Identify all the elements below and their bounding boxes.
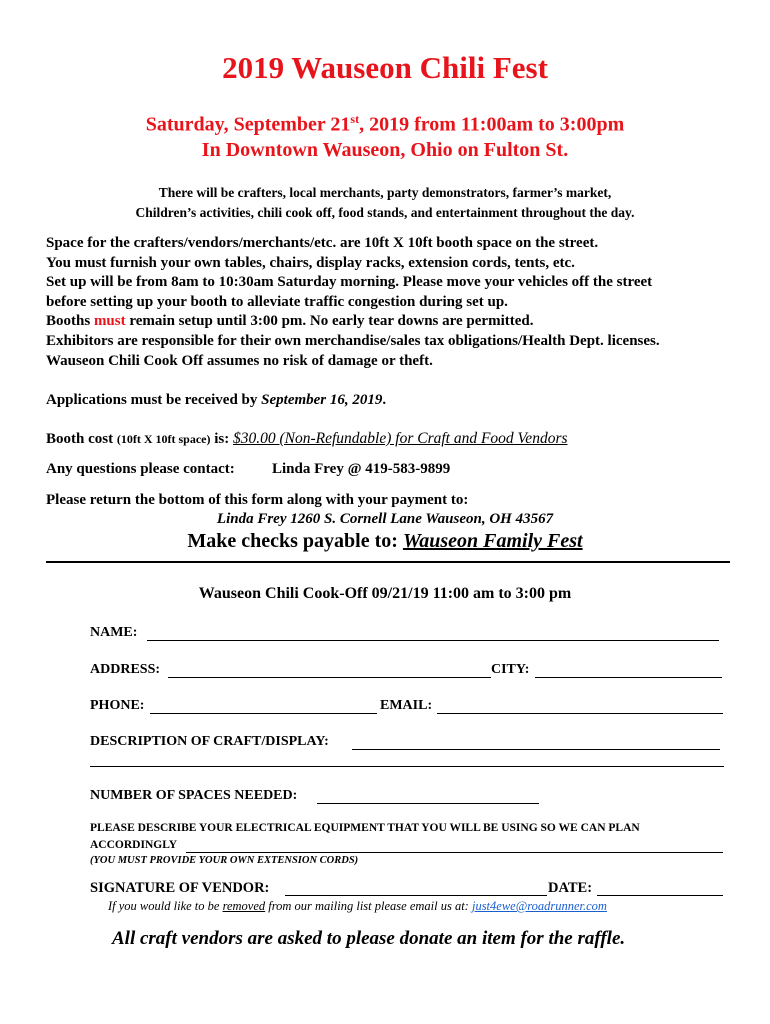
- rule-remain-setup: [46, 312, 660, 332]
- address-label: ADDRESS:: [90, 662, 161, 677]
- event-date: [0, 112, 770, 137]
- intro-line-1: There will be crafters, local merchants, party demonstrators, farmer’s market,: [158, 185, 612, 200]
- event-time-text: , 2019 from 11:00am to 3:00pm: [359, 113, 625, 136]
- signature-field[interactable]: [285, 895, 547, 896]
- signature-label: SIGNATURE OF VENDOR:: [90, 880, 270, 896]
- page-title: 2019 Wauseon Chili Fest: [222, 50, 548, 85]
- date-suffix: st: [350, 112, 360, 126]
- electrical-line-2: ACCORDINGLY: [90, 839, 178, 851]
- rule-no-risk: Wauseon Chili Cook Off assumes no risk of damage or theft.: [46, 352, 433, 369]
- extension-note: (YOU MUST PROVIDE YOUR OWN EXTENSION CORDS): [90, 855, 359, 866]
- booth-cost-is: is:: [210, 431, 233, 447]
- phone-label: PHONE:: [90, 698, 145, 713]
- checks-payee: Wauseon Family Fest: [402, 530, 583, 552]
- rule-furnish: You must furnish your own tables, chairs, display racks, extension cords, tents, etc.: [46, 254, 575, 271]
- mailing-removed: removed: [222, 899, 266, 913]
- event-date-text: Saturday, September 21: [145, 113, 351, 136]
- rules-block: [46, 234, 660, 371]
- booth-cost-label: Booth cost: [46, 431, 117, 447]
- rule-booth-space: Space for the crafters/vendors/merchants/etc. are 10ft X 10ft booth space on the street.: [46, 235, 599, 251]
- deadline-label: Applications must be received by: [46, 392, 262, 408]
- electrical-line-1: PLEASE DESCRIBE YOUR ELECTRICAL EQUIPMENT THAT YOU WILL BE USING SO WE CAN PLAN: [90, 822, 640, 834]
- date-field[interactable]: [597, 895, 723, 896]
- contact-value: Linda Frey @ 419-583-9899: [272, 461, 451, 477]
- raffle-note: All craft vendors are asked to please donate an item for the raffle.: [112, 928, 626, 949]
- rule-remain-post: remain setup until 3:00 pm. No early tear downs are permitted.: [125, 313, 534, 330]
- email-label: EMAIL:: [380, 698, 433, 713]
- rule-must-emphasis: must: [93, 313, 126, 330]
- spaces-label: NUMBER OF SPACES NEEDED:: [90, 788, 298, 803]
- deadline-end: .: [382, 392, 387, 408]
- form-heading: Wauseon Chili Cook-Off 09/21/19 11:00 am to 3:00 pm: [198, 585, 572, 602]
- section-divider: [46, 561, 730, 563]
- name-label: NAME:: [90, 625, 138, 640]
- deadline-date: September 16, 2019: [261, 392, 383, 408]
- date-label: DATE:: [548, 880, 593, 896]
- city-label: CITY:: [491, 662, 530, 677]
- email-field[interactable]: [437, 713, 723, 714]
- electrical-field[interactable]: [186, 852, 723, 853]
- spaces-field[interactable]: [317, 803, 539, 804]
- city-field[interactable]: [535, 677, 722, 678]
- contact-label: Any questions please contact:: [46, 461, 235, 477]
- application-deadline: [46, 391, 386, 411]
- return-address: Linda Frey 1260 S. Cornell Lane Wauseon, OH 43567: [216, 511, 554, 527]
- booth-price: $30.00 (Non-Refundable) for Craft and Food Vendors: [232, 430, 568, 447]
- rule-exhibitors: Exhibitors are responsible for their own merchandise/sales tax obligations/Health Dept. licenses.: [46, 332, 660, 349]
- checks-payable: [0, 530, 770, 553]
- address-field[interactable]: [168, 677, 491, 678]
- intro-line-2: Children’s activities, chili cook off, food stands, and entertainment throughout the day.: [135, 205, 635, 220]
- rule-setup-time-cont: before setting up your booth to alleviate traffic congestion during set up.: [46, 293, 508, 310]
- booth-size: (10ft X 10ft space): [116, 432, 211, 446]
- mailing-list-note: [108, 899, 607, 914]
- mailing-post: from our mailing list please email us at:: [265, 899, 472, 913]
- return-label: Please return the bottom of this form along with your payment to:: [46, 492, 469, 508]
- mailing-email-link[interactable]: just4ewe@roadrunner.com: [471, 899, 607, 913]
- description-field-2[interactable]: [90, 766, 724, 767]
- mailing-pre: If you would like to be: [108, 899, 223, 913]
- description-label: DESCRIPTION OF CRAFT/DISPLAY:: [90, 734, 329, 749]
- event-location: In Downtown Wauseon, Ohio on Fulton St.: [201, 139, 569, 161]
- booth-cost: [46, 429, 568, 450]
- rule-setup-time: Set up will be from 8am to 10:30am Saturday morning. Please move your vehicles off the street: [46, 274, 653, 291]
- rule-remain-pre: Booths: [46, 313, 94, 330]
- phone-field[interactable]: [150, 713, 377, 714]
- description-field[interactable]: [352, 749, 720, 750]
- checks-label: Make checks payable to:: [187, 530, 403, 552]
- name-field[interactable]: [147, 640, 719, 641]
